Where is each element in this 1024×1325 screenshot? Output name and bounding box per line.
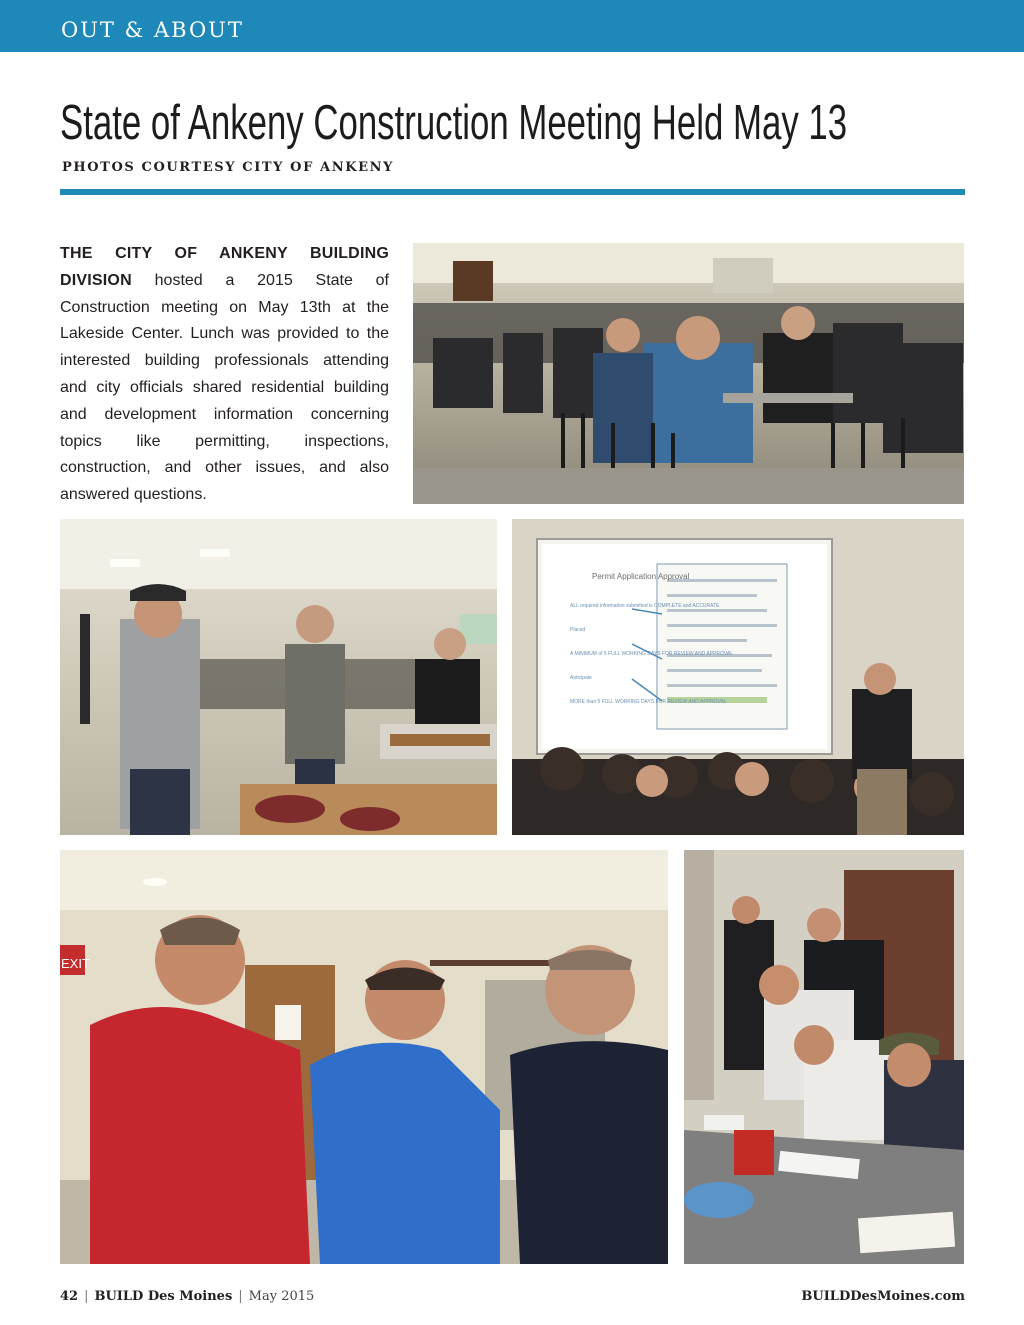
headline-divider	[60, 189, 965, 195]
publication-name: BUILD Des Moines	[94, 1289, 233, 1304]
footer-left	[60, 1287, 314, 1307]
footer-separator: |	[238, 1289, 243, 1304]
slide-bullet: A MINIMUM of 5 FULL WORKING DAYS FOR REVIEW AND APPROVAL	[570, 651, 733, 657]
footer-separator: |	[84, 1289, 89, 1304]
page-footer	[60, 1287, 965, 1307]
photo-dining-hall	[413, 243, 964, 504]
article-headline: State of Ankeny Construction Meeting Held May 13	[60, 96, 848, 150]
exit-sign: EXIT	[61, 956, 90, 971]
slide-bullet: Anticipate	[570, 675, 592, 681]
issue-date: May 2015	[248, 1289, 315, 1304]
article-lead: THE CITY OF ANKENY BUILDING DIVISION	[60, 245, 389, 289]
article-body-text: hosted a 2015 State of Construction meeting on May 13th at the Lakeside Center. Lunch was provided to the interested building professionals attending and city officials shared residential building and development information concerning topics like permitting, inspections, construction, and other issues, and also answered questions.	[60, 271, 390, 504]
slide-bullet: ALL required information submitted is COMPLETE and ACCURATE	[570, 603, 720, 609]
slide-title: Permit Application Approval	[592, 572, 690, 581]
page-number: 42	[60, 1289, 79, 1304]
section-label: OUT & ABOUT	[61, 18, 244, 42]
article-body	[60, 241, 389, 509]
slide-bullet: MORE than 5 FULL WORKING DAYS FOR REVIEW AND APPROVAL	[570, 699, 727, 705]
photo-presentation	[512, 519, 964, 835]
section-header-bar	[0, 0, 1024, 52]
website-link[interactable]: BUILDDesMoines.com	[801, 1289, 965, 1304]
photo-credit: PHOTOS COURTESY CITY OF ANKENY	[62, 160, 394, 175]
photo-buffet-line	[60, 519, 497, 835]
photo-sign-in-table	[684, 850, 964, 1264]
slide-bullet: Placed	[570, 627, 586, 633]
photo-attendees-talking	[60, 850, 668, 1264]
